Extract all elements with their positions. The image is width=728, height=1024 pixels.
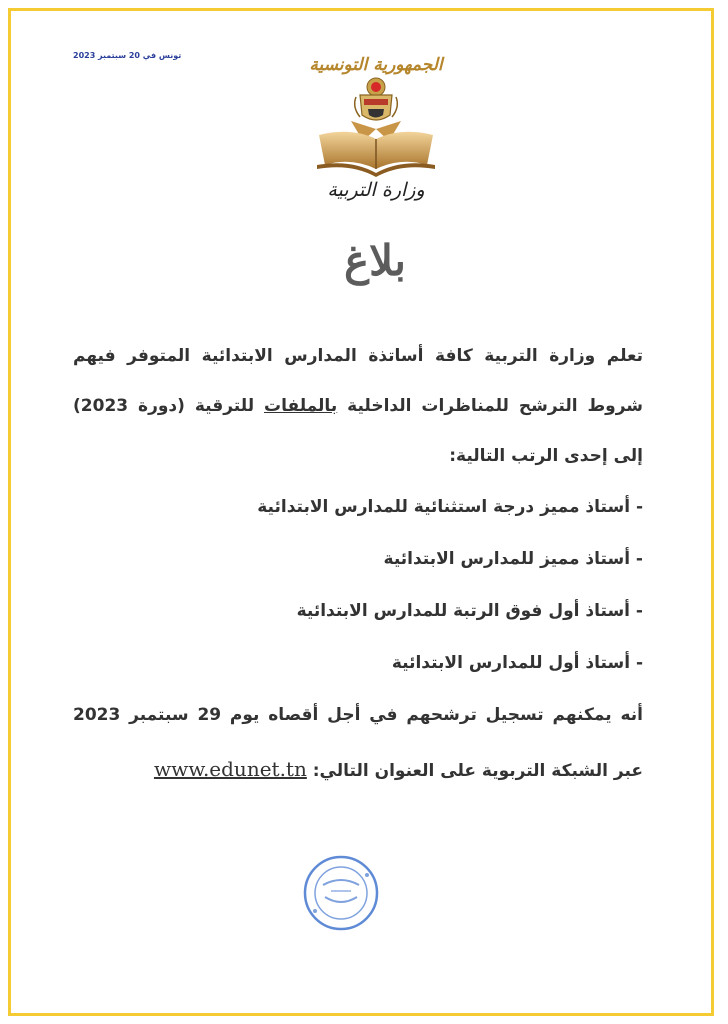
list-item: - أستاذ مميز درجة استثنائية للمدارس الابتدائية [257,497,643,517]
open-book-logo-icon [311,121,441,177]
intro-text: تعلم وزارة التربية كافة أساتذة المدارس الابتدائية المتوفر فيهم شروط الترشح للمناظرات الداخلية [73,346,643,416]
document-page [8,8,714,1016]
tunisia-coat-of-arms-icon [350,77,402,125]
intro-paragraph [73,331,643,481]
document-date: تونس في 20 سبتمبر 2023 [73,51,182,60]
ministry-name: وزارة التربية [327,179,425,201]
official-stamp [301,853,381,933]
underlined-word: بالملفات [264,396,338,416]
list-item: - أستاذ مميز للمدارس الابتدائية [383,549,643,569]
website-link[interactable]: www.edunet.tn [153,757,307,781]
list-item: - أستاذ أول فوق الرتبة للمدارس الابتدائية [296,601,643,621]
list-item: - أستاذ أول للمدارس الابتدائية [391,653,643,673]
ministry-letterhead [301,55,451,215]
ranks-list [73,481,643,689]
republic-name: الجمهورية التونسية [309,55,443,75]
registration-text: أنه يمكنهم تسجيل ترشحهم في أجل أقصاه يوم 29 سبتمبر 2023 عبر الشبكة التربوية على العنوان التالي: [73,705,643,781]
registration-paragraph [73,688,643,798]
intro-text-end: للترقية (دورة 2023) إلى إحدى الرتب التالية: [73,396,643,466]
notice-title: بلاغ [344,236,406,285]
